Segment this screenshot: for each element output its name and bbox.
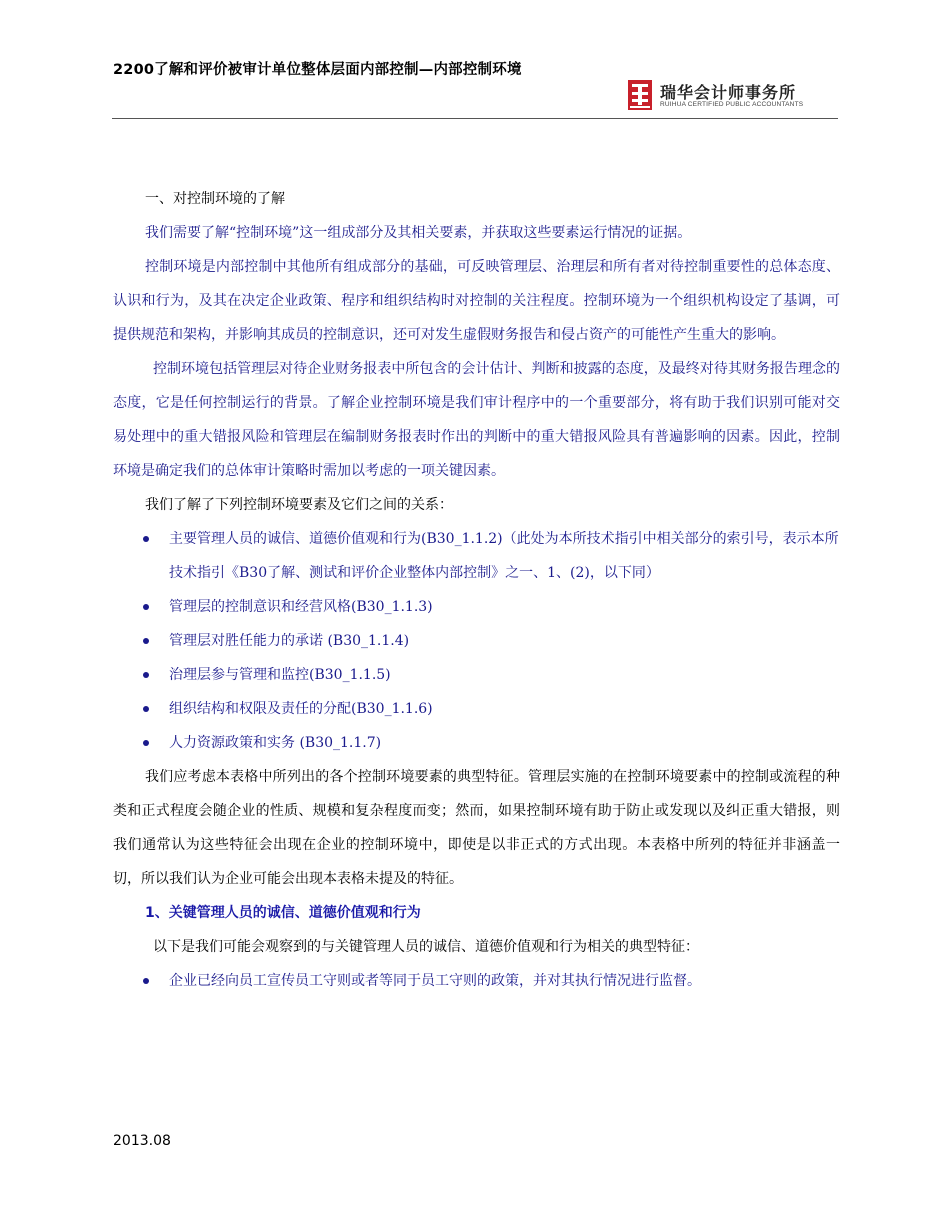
bullet-icon	[143, 706, 149, 712]
paragraph: 我们了解了下列控制环境要素及它们之间的关系：	[145, 497, 453, 513]
bullet-list	[113, 522, 840, 760]
list-item	[113, 522, 840, 590]
firm-logo-cn: 瑞华会计师事务所	[660, 83, 797, 102]
list-item	[113, 658, 840, 692]
list-item-text: 企业已经向员工宣传员工守则或者等同于员工守则的政策，并对其执行情况进行监督。	[169, 973, 701, 989]
list-item-text: 管理层的控制意识和经营风格(B30_1.1.3)	[169, 599, 433, 615]
list-item	[113, 692, 840, 726]
bullet-icon	[143, 672, 149, 678]
bullet-icon	[143, 978, 149, 984]
list-item	[113, 624, 840, 658]
list-item-text: 人力资源政策和实务 (B30_1.1.7)	[169, 735, 382, 751]
footer-date: 2013.08	[113, 1133, 171, 1149]
paragraph: 控制环境包括管理层对待企业财务报表中所包含的会计估计、判断和披露的态度，及最终对待其财务报告理念的态度，它是任何控制运行的背景。了解企业控制环境是我们审计程序中的一个重要部分，将有助于我们识别可能对交易处理中的重大错报风险和管理层在编制财务报表时作出的判断中的重大错报风险具有普遍影响的因素。因此，控制环境是确定我们的总体审计策略时需加以考虑的一项关键因素。	[113, 361, 840, 479]
list-item-text: 管理层对胜任能力的承诺 (B30_1.1.4)	[169, 633, 410, 649]
header-title: 2200了解和评价被审计单位整体层面内部控制—内部控制环境	[113, 62, 522, 78]
paragraph: 控制环境是内部控制中其他所有组成部分的基础，可反映管理层、治理层和所有者对待控制重要性的总体态度、认识和行为，及其在决定企业政策、程序和组织结构时对控制的关注程度。控制环境为一个组织机构设定了基调，可提供规范和架构，并影响其成员的控制意识，还可对发生虚假财务报告和侵占资产的可能性产生重大的影响。	[113, 259, 840, 343]
bullet-icon	[143, 638, 149, 644]
bullet-list	[113, 964, 840, 998]
firm-logo-icon	[626, 78, 654, 112]
paragraph: 我们应考虑本表格中所列出的各个控制环境要素的典型特征。管理层实施的在控制环境要素中的控制或流程的种类和正式程度会随企业的性质、规模和复杂程度而变；然而，如果控制环境有助于防止或发现以及纠正重大错报，则我们通常认为这些特征会出现在企业的控制环境中，即使是以非正式的方式出现。本表格中所列的特征并非涵盖一切，所以我们认为企业可能会出现本表格未提及的特征。	[113, 769, 840, 887]
document-body	[113, 182, 840, 998]
list-item-text: 主要管理人员的诚信、道德价值观和行为(B30_1.1.2)（此处为本所技术指引中相关部分的索引号，表示本所技术指引《B30了解、测试和评价企业整体内部控制》之一、1、(2)，以下同）	[169, 531, 839, 581]
header-divider	[112, 118, 838, 119]
bullet-icon	[143, 536, 149, 542]
firm-logo-en: RUIHUA CERTIFIED PUBLIC ACCOUNTANTS	[660, 101, 804, 108]
section-heading-1: 一、对控制环境的了解	[145, 191, 285, 207]
paragraph: 以下是我们可能会观察到的与关键管理人员的诚信、道德价值观和行为相关的典型特征：	[153, 939, 699, 955]
paragraph: 我们需要了解“控制环境”这一组成部分及其相关要素，并获取这些要素运行情况的证据。	[145, 225, 692, 241]
list-item-text: 组织结构和权限及责任的分配(B30_1.1.6)	[169, 701, 433, 717]
list-item-text: 治理层参与管理和监控(B30_1.1.5)	[169, 667, 391, 683]
list-item	[113, 964, 840, 998]
list-item	[113, 726, 840, 760]
list-item	[113, 590, 840, 624]
section-heading-2: 1、关键管理人员的诚信、道德价值观和行为	[145, 905, 421, 921]
firm-logo	[626, 78, 836, 114]
bullet-icon	[143, 604, 149, 610]
bullet-icon	[143, 740, 149, 746]
